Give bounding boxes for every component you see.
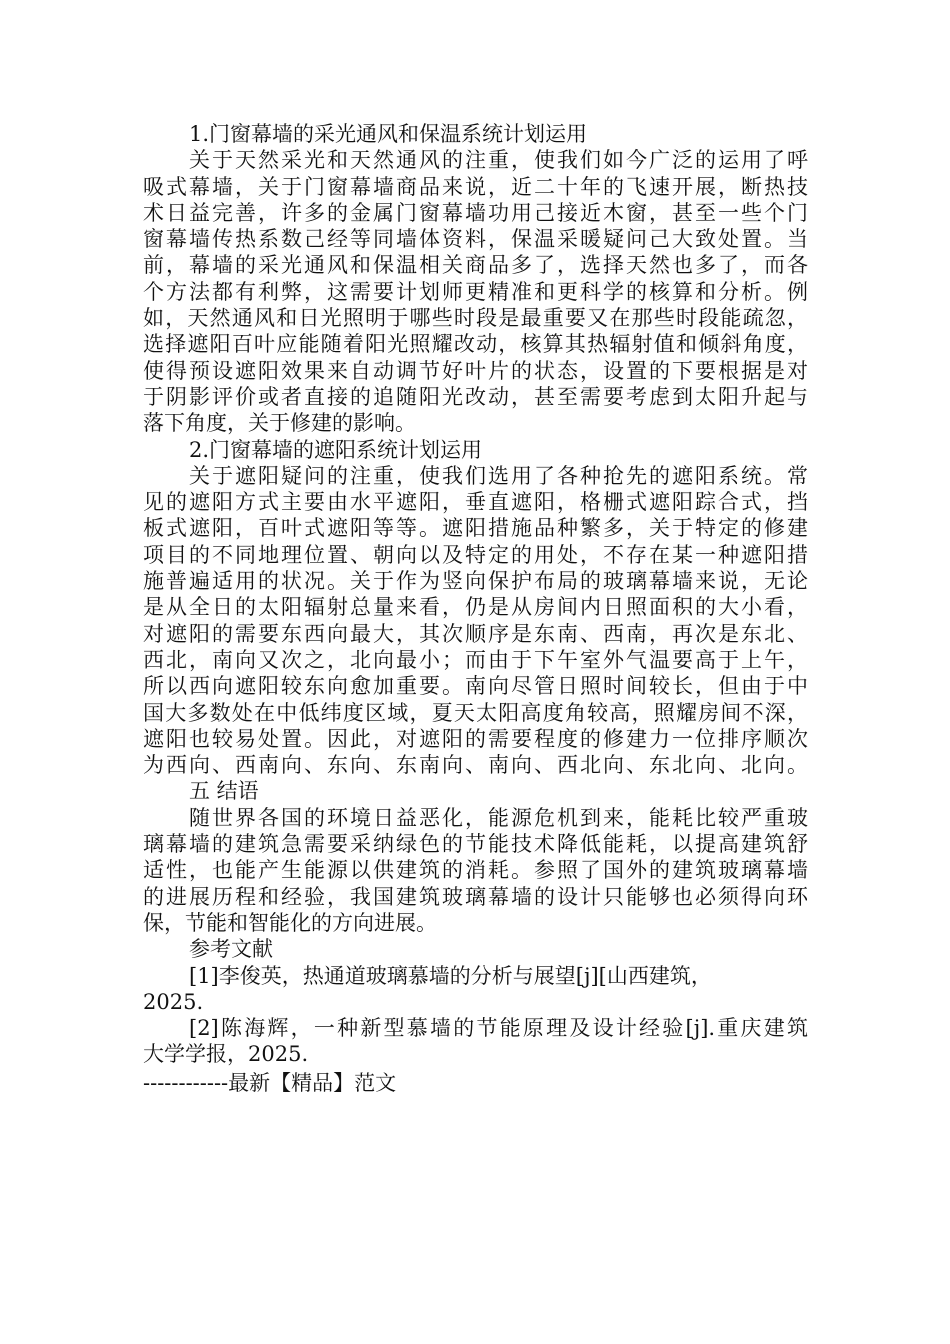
text-line: 璃幕墙的建筑急需要采纳绿色的节能技术降低能耗，以提高建筑舒 — [143, 832, 808, 857]
text-line: 国大多数处在中低纬度区域，夏天太阳高度角较高，照耀房间不深， — [143, 700, 808, 725]
text-line: 的进展历程和经验，我国建筑玻璃幕墙的设计只能够也必须得向环 — [143, 884, 808, 909]
text-line: 板式遮阳，百叶式遮阳等等。遮阳措施品种繁多，关于特定的修建 — [143, 516, 808, 541]
text-line: 术日益完善，许多的金属门窗幕墙功用己接近木窗，甚至一些个门 — [143, 200, 808, 225]
text-line: 2025. — [143, 989, 204, 1014]
text-line: 于阴影评价或者直接的追随阳光改动，甚至需要考虑到太阳升起与 — [143, 384, 808, 409]
text-line: 落下角度，关于修建的影响。 — [143, 411, 416, 436]
text-line: 前，幕墙的采光通风和保温相关商品多了，选择天然也多了，而各 — [143, 253, 808, 278]
text-line: 项目的不同地理位置、朝向以及特定的用处，不存在某一种遮阳措 — [143, 542, 808, 567]
text-line: 是从全日的太阳辐射总量来看，仍是从房间内日照面积的大小看， — [143, 595, 808, 620]
text-line: 西北，南向又次之，北向最小；而由于下午室外气温要高于上午， — [143, 647, 808, 672]
text-line: 窗幕墙传热系数己经等同墙体资料，保温采暖疑问己大致处置。当 — [143, 227, 808, 252]
text-line: 选择遮阳百叶应能随着阳光照耀改动，核算其热辐射值和倾斜角度， — [143, 332, 808, 357]
text-line: 为西向、西南向、东向、东南向、南向、西北向、东北向、北向。 — [143, 753, 808, 778]
text-line: 参考文献 — [189, 937, 273, 962]
text-line: 吸式幕墙，关于门窗幕墙商品来说，近二十年的飞速开展，断热技 — [143, 174, 808, 199]
text-line: 个方法都有利弊，这需要计划师更精准和更科学的核算和分析。例 — [143, 279, 808, 304]
text-line: 五 结语 — [189, 779, 259, 804]
text-line: 随世界各国的环境日益恶化，能源危机到来，能耗比较严重玻 — [189, 805, 808, 830]
text-line: 如，天然通风和日光照明于哪些时段是最重要又在那些时段能疏忽， — [143, 306, 808, 331]
text-line: 对遮阳的需要东西向最大，其次顺序是东南、西南，再次是东北、 — [143, 621, 808, 646]
text-line: 保，节能和智能化的方向进展。 — [143, 910, 437, 935]
text-line: 遮阳也较易处置。因此，对遮阳的需要程度的修建力一位排序顺次 — [143, 726, 808, 751]
text-line: 1.门窗幕墙的采光通风和保温系统计划运用 — [189, 122, 588, 146]
text-line: 使得预设遮阳效果来自动调节好叶片的状态，设置的下要根据是对 — [143, 358, 808, 383]
text-line: 关于天然采光和天然通风的注重，使我们如今广泛的运用了呼 — [189, 148, 808, 173]
text-line: 所以西向遮阳较东向愈加重要。南向尽管日照时间较长，但由于中 — [143, 674, 808, 699]
text-line: 适性，也能产生能源以供建筑的消耗。参照了国外的建筑玻璃幕墙 — [143, 858, 808, 883]
text-line: 大学学报，2025. — [143, 1042, 309, 1067]
text-line: 施普遍适用的状况。关于作为竖向保护布局的玻璃幕墙来说，无论 — [143, 569, 808, 594]
document-body — [143, 121, 808, 1068]
text-line: [1]李俊英，热通道玻璃慕墙的分析与展望[j][山西建筑， — [189, 963, 712, 988]
text-line: 2.门窗幕墙的遮阳系统计划运用 — [189, 437, 483, 462]
text-line: 关于遮阳疑问的注重，使我们选用了各种抢先的遮阳系统。常 — [189, 463, 808, 488]
text-line: [2]陈海辉，一种新型慕墙的节能原理及设计经验[j].重庆建筑 — [189, 1016, 808, 1041]
text-line: 见的遮阳方式主要由水平遮阳，垂直遮阳，格栅式遮阳踪合式，挡 — [143, 490, 808, 515]
footer-text: ------------最新【精品】范文 — [143, 1071, 397, 1095]
